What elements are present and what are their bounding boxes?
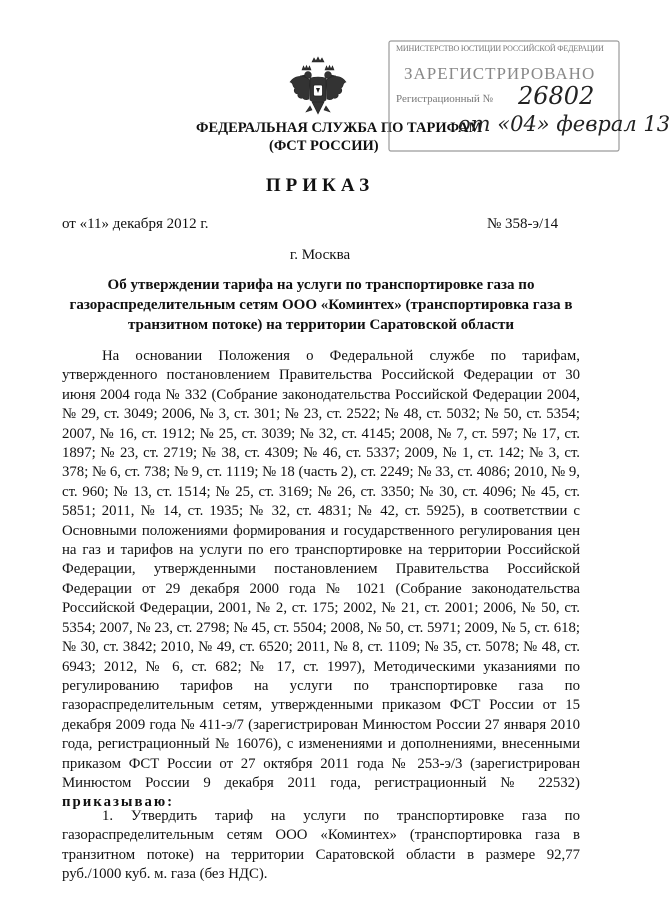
document-date: от «11» декабря 2012 г. xyxy=(62,216,209,232)
stamp-ministry-line: МИНИСТЕРСТВО ЮСТИЦИИ РОССИЙСКОЙ ФЕДЕРАЦИИ xyxy=(396,44,604,53)
agency-name: ФЕДЕРАЛЬНАЯ СЛУЖБА ПО ТАРИФАМ xyxy=(196,120,483,136)
document-title: ПРИКАЗ xyxy=(265,175,375,196)
preamble-text: На основании Положения о Федеральной службе по тарифам, утвержденного постановлением Правительства Российской Федерации от 30 июня 2004 года № 332 (Собрание законодательства Российской Федерации 2004, № 29, ст. 3049; 2006, № 3, ст. 301; № 23, ст. 2522; № 48, ст. 5032; № 50, ст. 5354; 2007, № 16, ст. 1912; № 25, ст. 3039; № 32, ст. 4145; 2008, № 7, ст. 597; № 17, ст. 1897; № 23, ст. 2719; № 38, ст. 4309; № 46, ст. 5337; 2009, № 1, ст. 142; № 3, ст. 378; № 6, ст. 738; № 9, ст. 1119; № 18 (часть 2), ст. 2249; № 33, ст. 4086; 2010, № 9, ст. 960; № 13, ст. 1514; № 25, ст. 3169; № 26, ст. 3350; № 30, ст. 4096; № 45, ст. 5851; 2011, № 14, ст. 1935; № 32, ст. 4831; № 42, ст. 5925), в соответствии с Основными положениями формирования и государственного регулирования цен на газ и тарифов на услуги по его транспортировке на территории Российской Федерации, утвержденными постановлением Правительства Российской Федерации от 29 декабря 2000 года № 1021 (Собрание законодательства Российской Федерации, 2001, № 2, ст. 175; 2002, № 21, ст. 2001; 2006, № 50, ст. 5354; 2007, № 23, ст. 2798; № 45, ст. 5504; 2008, № 50, ст. 5971; 2009, № 5, ст. 618; № 30, ст. 3842; 2010, № 49, ст. 6520; 2011, № 8, ст. 1109; № 35, ст. 5078; № 48, ст. 6943; 2012, № 6, ст. 682; № 17, ст. 1997), Методическими указаниями по регулированию тарифов на услуги по транспортировке газа по газораспределительным сетям, утвержденными приказом ФСТ России от 15 декабря 2009 года № 411-э/7 (зарегистрирован Минюстом России 27 января 2010 года, регистрационный № 16076), с изменениями и дополнениями, внесенными приказом ФСТ России от 27 октября 2011 года № 253-э/3 (зарегистрирован Минюстом России 9 декабря 2011 года, регистрационный № 22532) xyxy=(62,348,581,791)
stamp-reg-number-value: 26802 xyxy=(518,82,595,110)
order-item-1: 1. Утвердить тариф на услуги по транспортировке газа по газораспределительным сетям ООО «Коминтех» (транспортировка газа в транзитном потоке) на территории Саратовской области в размере 92,77 руб./1000 куб. м. газа (без НДС). xyxy=(62,808,580,883)
document-subject: Об утверждении тарифа на услуги по транспортировке газа по газораспределительным сетям ООО «Коминтех» (транспортировка газа в транзитном потоке) на территории Саратовской области xyxy=(69,277,573,333)
stamp-registered: ЗАРЕГИСТРИРОВАНО xyxy=(404,64,596,83)
stamp-handwritten-date: от «04» феврал 13 xyxy=(458,112,670,136)
order-word: приказываю: xyxy=(62,794,175,811)
stamp-reg-number-label: Регистрационный № xyxy=(396,93,494,105)
agency-short-name: (ФСТ РОССИИ) xyxy=(269,138,379,154)
registration-stamp xyxy=(388,40,670,152)
document-number: № 358-э/14 xyxy=(487,216,559,232)
document-preamble xyxy=(62,347,580,813)
coat-of-arms-icon xyxy=(288,56,348,118)
document-city: г. Москва xyxy=(289,247,351,263)
